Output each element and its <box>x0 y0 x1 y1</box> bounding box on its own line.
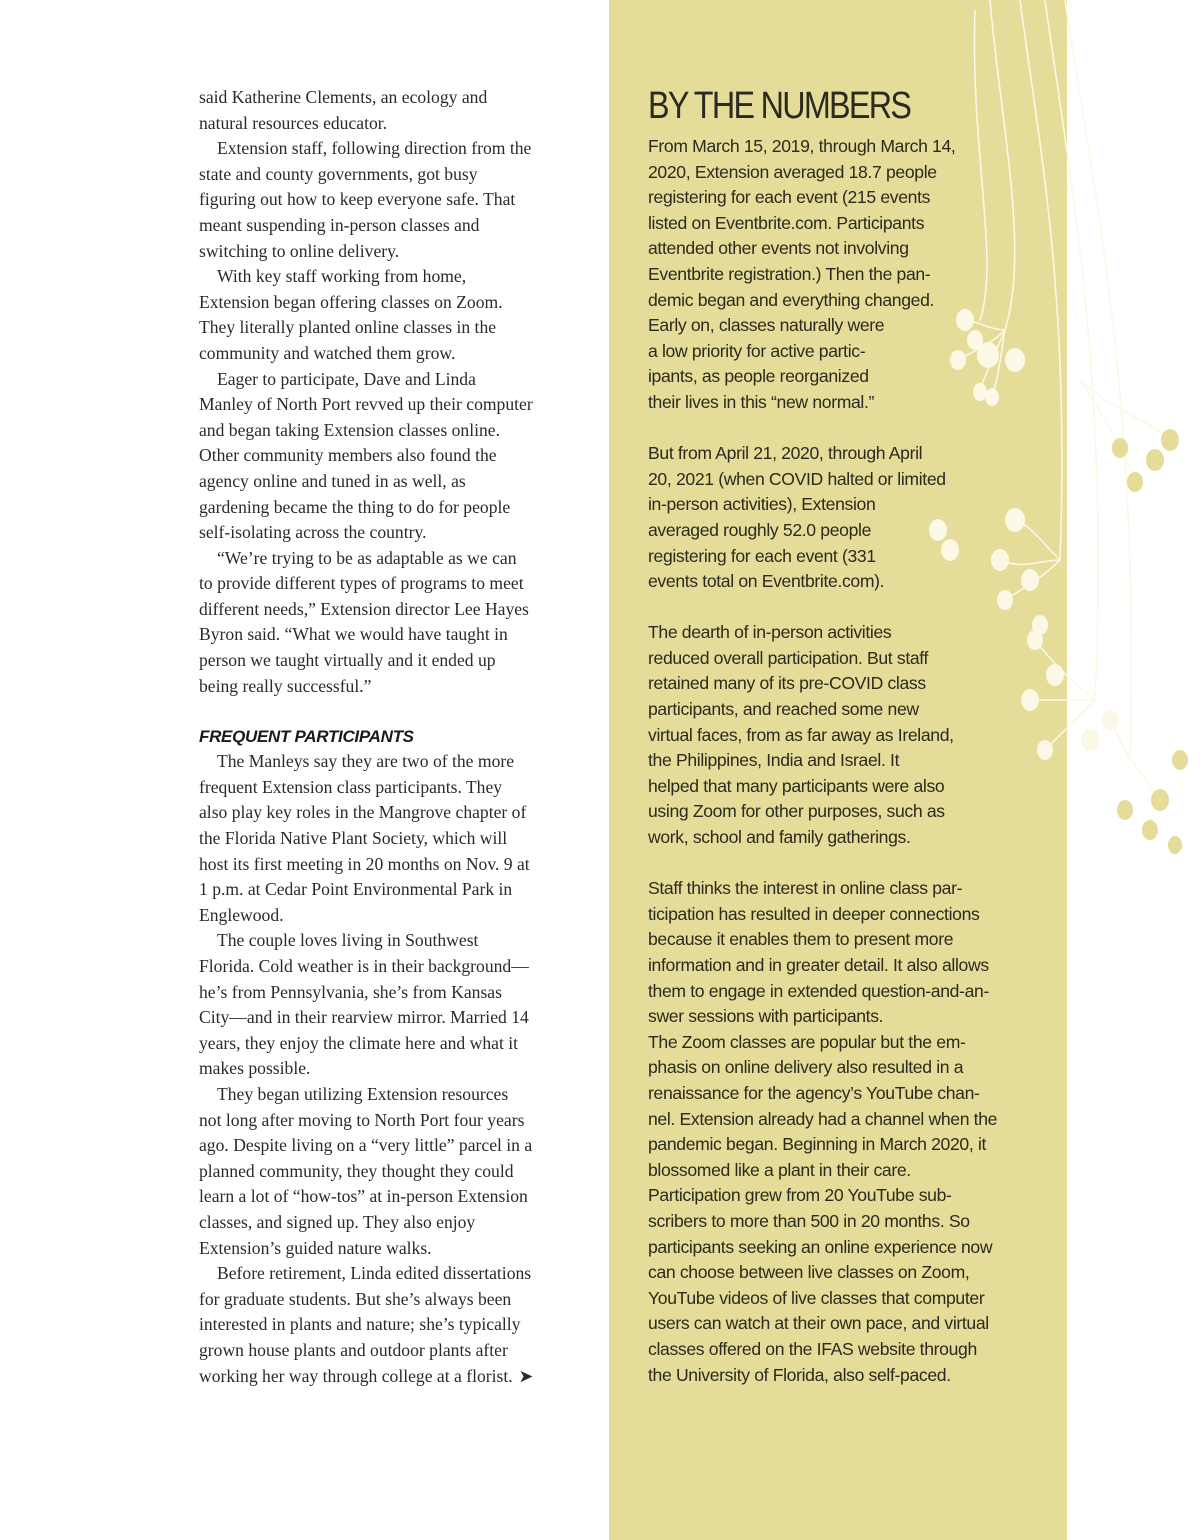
article-paragraph: Extension staff, following direction from the state and county governments, got busy figuring out how to keep everyone safe. That meant suspending in-person classes and switching to online delivery. <box>199 138 532 261</box>
sidebar-line: nel. Extension already had a channel when the <box>648 1108 998 1129</box>
sidebar-line: classes offered on the IFAS website through <box>648 1338 977 1359</box>
sidebar-line: 2020, Extension averaged 18.7 people <box>648 161 937 182</box>
sidebar-line: the University of Florida, also self-paced. <box>648 1364 951 1385</box>
sidebar-line: scribers to more than 500 in 20 months. So <box>648 1210 970 1231</box>
sidebar-line: But from April 21, 2020, through April <box>648 443 923 464</box>
sidebar-line: Early on, classes naturally were <box>648 315 885 336</box>
article-column <box>199 85 534 1389</box>
sidebar-line: information and in greater detail. It also allows <box>648 955 989 975</box>
sidebar-line: their lives in this “new normal.” <box>648 391 875 412</box>
section-subheading: FREQUENT PARTICIPANTS <box>199 727 414 747</box>
sidebar-line: blossomed like a plant in their care. <box>648 1159 911 1180</box>
sidebar-line: phasis on online delivery also resulted in a <box>648 1057 964 1078</box>
sidebar-line: Staff thinks the interest in online class par- <box>648 878 963 899</box>
sidebar-line: using Zoom for other purposes, such as <box>648 801 945 822</box>
sidebar-paragraph <box>648 876 1028 1030</box>
sidebar-line: the Philippines, India and Israel. It <box>648 750 900 771</box>
sidebar-line: ipants, as people reorganized <box>648 366 869 387</box>
sidebar-line: helped that many participants were also <box>648 775 945 796</box>
continue-arrow-icon: ➤ <box>518 1365 534 1386</box>
article-paragraph: They began utilizing Extension resources not long after moving to North Port four years ago. Despite living on a “very little” parcel in a planned community, they thought they could learn a lot of “how-tos” at in-person Extension classes, and signed up. They also enjoy Extension’s guided nature walks. <box>199 1083 533 1258</box>
sidebar-line: ticipation has resulted in deeper connections <box>648 903 980 924</box>
sidebar-line: registering for each event (215 events <box>648 187 931 208</box>
article-paragraph: The couple loves living in Southwest Florida. Cold weather is in their background—he’s from Pennsylvania, she’s from Kansas City—and in their rearview mirror. Married 14 years, they enjoy the climate here and what it makes possible. <box>199 930 529 1079</box>
sidebar-line: swer sessions with participants. <box>648 1006 884 1027</box>
sidebar-line: because it enables them to present more <box>648 929 954 950</box>
sidebar-line: registering for each event (331 <box>648 545 876 566</box>
sidebar-line: virtual faces, from as far away as Ireland, <box>648 724 954 745</box>
sidebar-title: BY THE NUMBERS <box>648 85 911 127</box>
sidebar-line: Participation grew from 20 YouTube sub- <box>648 1185 952 1206</box>
sidebar-line: attended other events not involving <box>648 238 909 259</box>
sidebar-line: Eventbrite registration.) Then the pan- <box>648 263 931 284</box>
sidebar-paragraph <box>648 620 1028 850</box>
sidebar-line: renaissance for the agency’s YouTube chan- <box>648 1082 980 1103</box>
sidebar-line: averaged roughly 52.0 people <box>648 519 872 540</box>
sidebar-line: The Zoom classes are popular but the em- <box>648 1031 966 1052</box>
sidebar-line: 20, 2021 (when COVID halted or limited <box>648 468 946 489</box>
sidebar-line: participants seeking an online experience now <box>648 1236 993 1257</box>
sidebar-content <box>648 84 1028 1414</box>
sidebar-paragraph <box>648 441 1028 595</box>
article-paragraph: said Katherine Clements, an ecology and natural resources educator. <box>199 87 488 133</box>
sidebar-line: reduced overall participation. But staff <box>648 647 929 668</box>
article-paragraph: “We’re trying to be as adaptable as we can to provide different types of programs to meet different needs,” Extension director Lee Hayes Byron said. “What we would have taught in person we taught virtually and it ended up being really successful.” <box>199 547 529 696</box>
article-paragraph: With key staff working from home, Extension began offering classes on Zoom. They literally planted online classes in the community and watched them grow. <box>199 266 503 363</box>
article-paragraph-text: Before retirement, Linda edited dissertations for graduate students. But she’s always been interested in plants and nature; she’s typically grown house plants and outdoor plants after working her way through college at a florist. <box>199 1263 532 1386</box>
article-paragraph: The Manleys say they are two of the more frequent Extension class participants. They also play key roles in the Mangrove chapter of the Florida Native Plant Society, which will host its first meeting in 20 months on Nov. 9 at 1 p.m. at Cedar Point Environmental Park in Englewood. <box>199 751 530 925</box>
sidebar-line: listed on Eventbrite.com. Participants <box>648 212 925 233</box>
sidebar-paragraph <box>648 134 1028 416</box>
sidebar-line: From March 15, 2019, through March 14, <box>648 136 956 156</box>
sidebar-line: in-person activities), Extension <box>648 494 876 515</box>
sidebar-paragraph <box>648 1030 1028 1388</box>
sidebar-line: events total on Eventbrite.com). <box>648 571 885 592</box>
sidebar-line: can choose between live classes on Zoom, <box>648 1262 970 1283</box>
sidebar-line: demic began and everything changed. <box>648 289 935 310</box>
sidebar-line: participants, and reached some new <box>648 699 919 720</box>
sidebar-line: work, school and family gatherings. <box>648 827 911 848</box>
sidebar-line: YouTube videos of live classes that computer <box>648 1287 985 1308</box>
sidebar-line: users can watch at their own pace, and virtual <box>648 1313 989 1334</box>
sidebar-line: retained many of its pre-COVID class <box>648 673 926 694</box>
sidebar-line: them to engage in extended question-and-an- <box>648 980 989 1001</box>
sidebar-line: a low priority for active partic- <box>648 340 866 361</box>
article-paragraph-last <box>199 1261 534 1389</box>
sidebar-line: pandemic began. Beginning in March 2020, it <box>648 1134 987 1155</box>
article-paragraph: Eager to participate, Dave and Linda Manley of North Port revved up their computer and began taking Extension classes online. Other community members also found the agency online and tuned in as well, as gardening became the thing to do for people self-isolating across the country. <box>199 368 533 543</box>
sidebar-line: The dearth of in-person activities <box>648 622 892 643</box>
